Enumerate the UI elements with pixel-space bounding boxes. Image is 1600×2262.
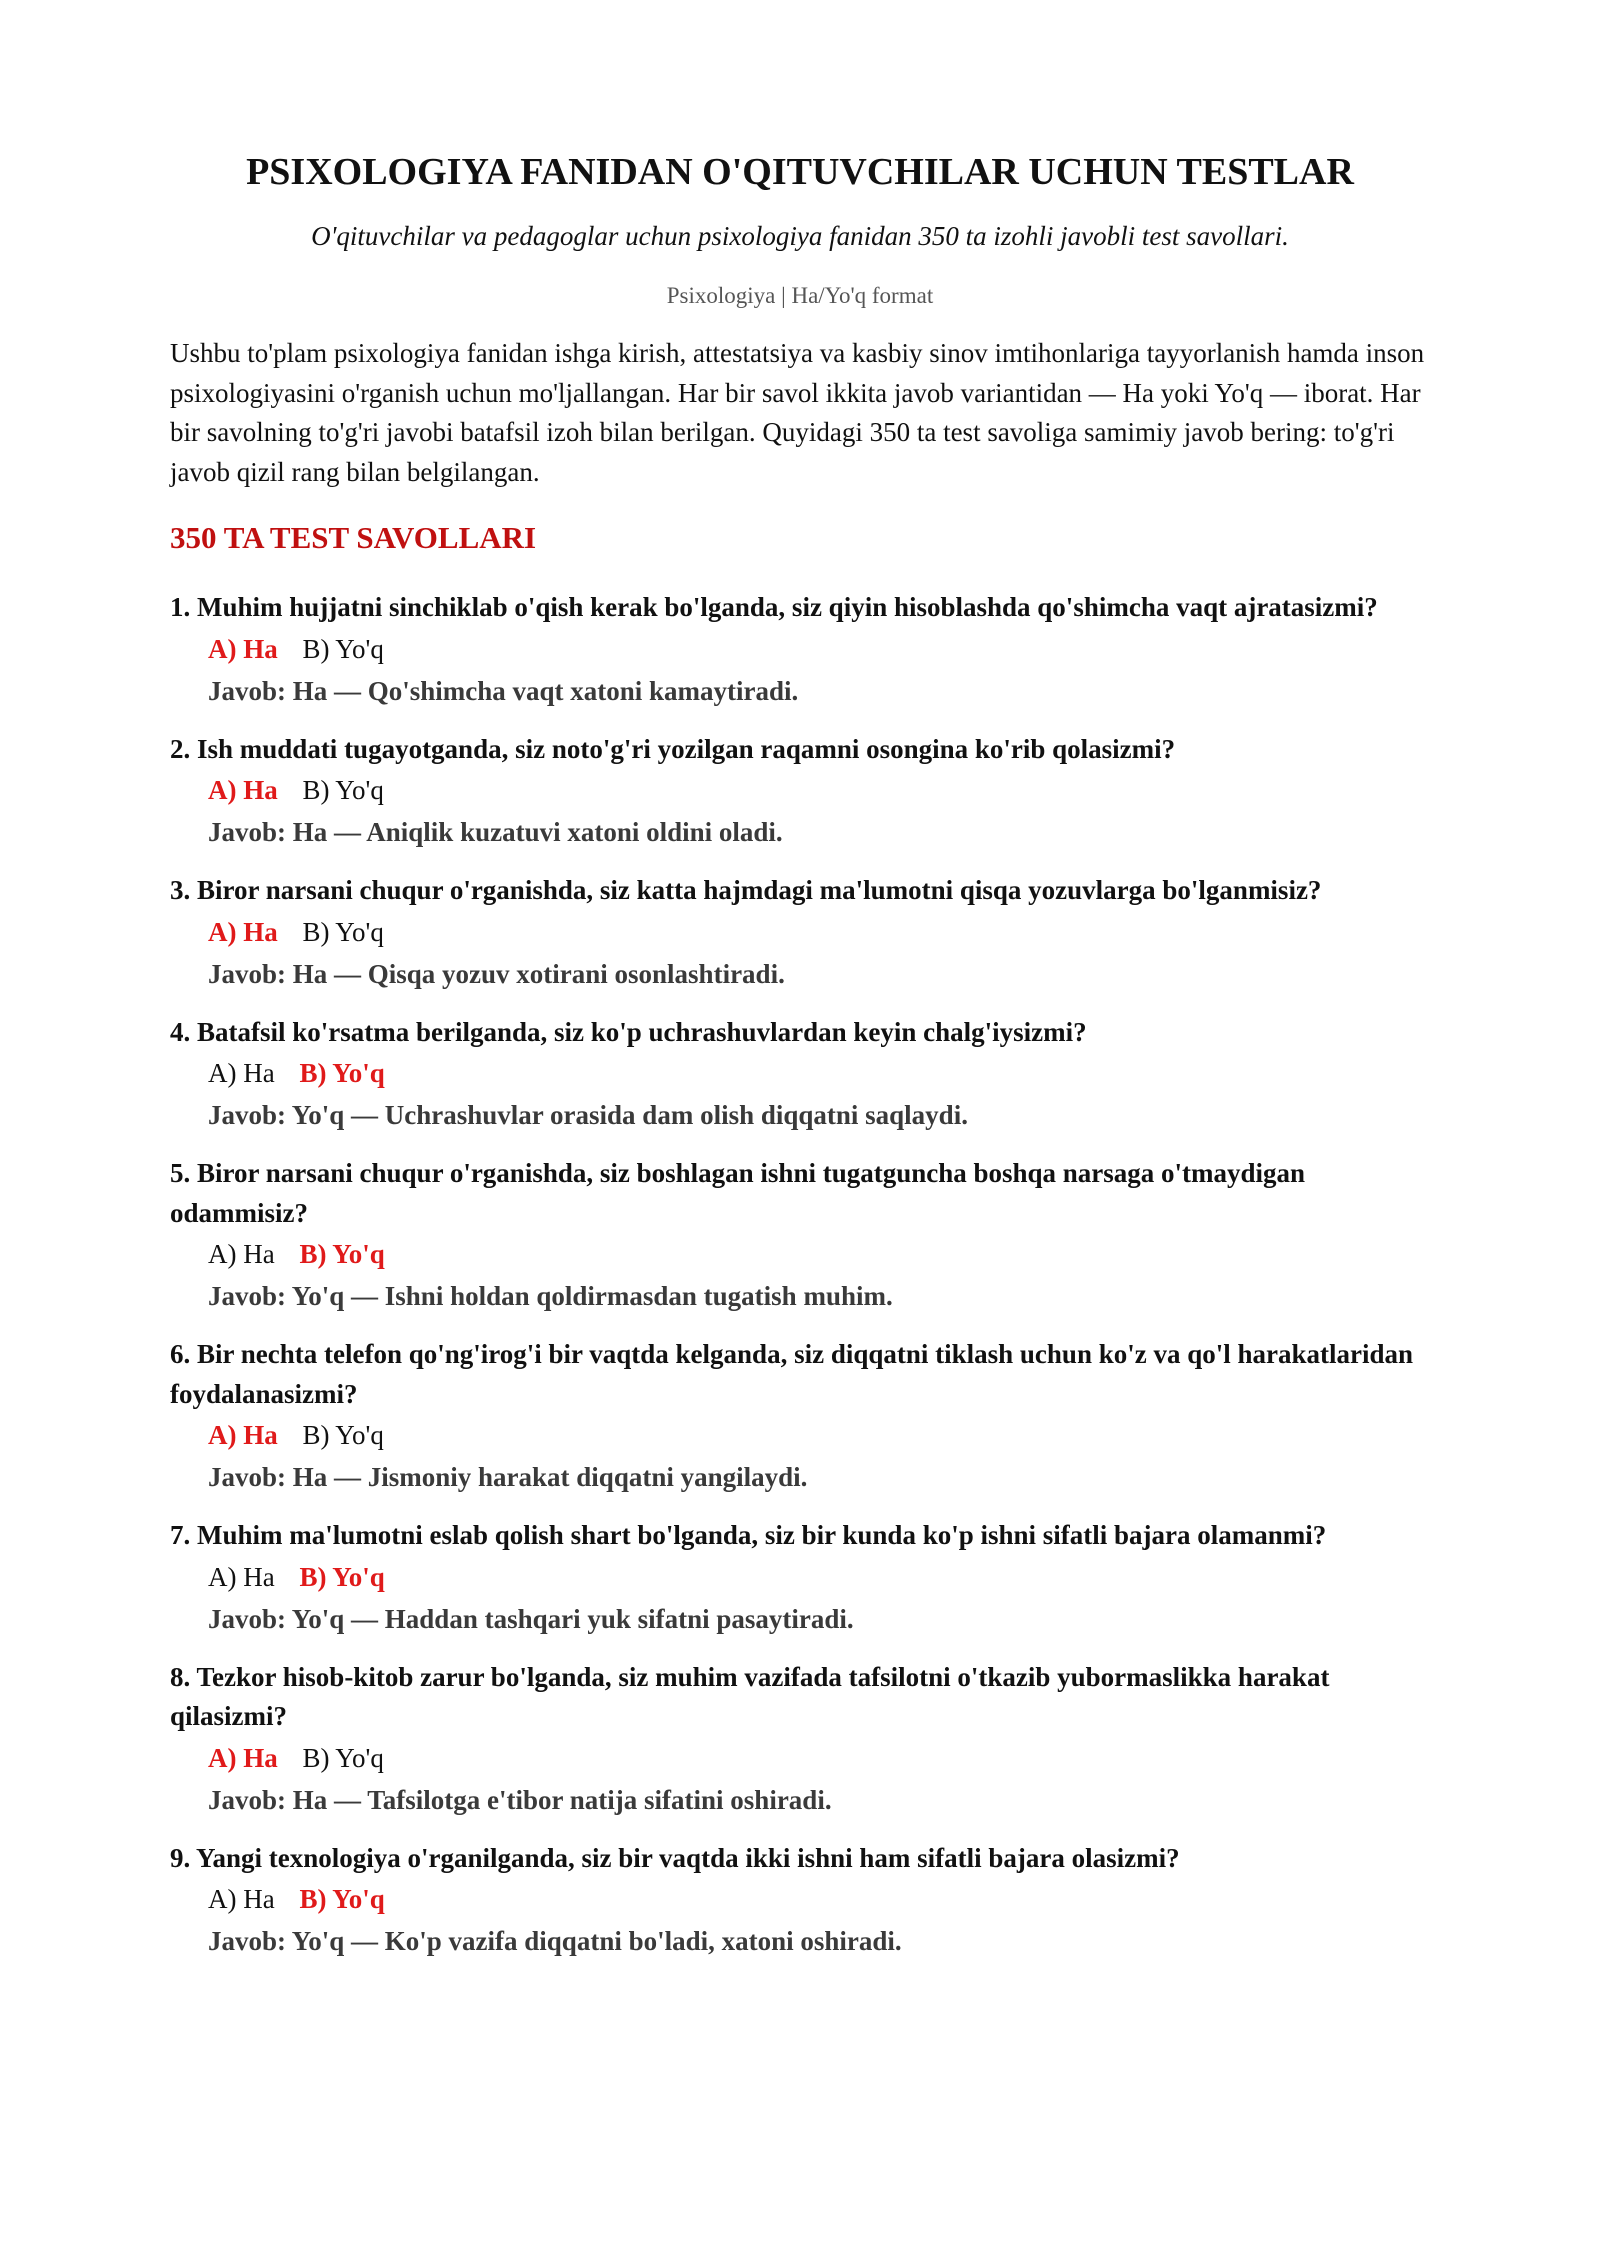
answer-explanation: Javob: Yo'q — Ko'p vazifa diqqatni bo'ladi, xatoni oshiradi. <box>208 1926 902 1956</box>
option-a-correct: A) Ha <box>208 916 278 947</box>
question-text: 7. Muhim ma'lumotni eslab qolish shart bo'lganda, siz bir kunda ko'p ishni sifatli bajara olamanmi? <box>170 1520 1327 1550</box>
option-b: B) Yo'q <box>302 916 384 947</box>
answer-explanation: Javob: Ha — Qo'shimcha vaqt xatoni kamaytiradi. <box>208 675 799 706</box>
question-text: 4. Batafsil ko'rsatma berilganda, siz ko'p uchrashuvlardan keyin chalg'iysizmi? <box>170 1016 1087 1047</box>
question-item <box>170 1516 1430 1640</box>
answer-explanation: Javob: Ha — Tafsilotga e'tibor natija sifatini oshiradi. <box>208 1784 832 1815</box>
option-a: A) Ha <box>208 1884 275 1914</box>
option-b: B) Yo'q <box>302 1420 384 1450</box>
question-list <box>170 588 1430 1962</box>
option-b-correct: B) Yo'q <box>299 1561 385 1592</box>
answer-explanation: Javob: Yo'q — Ishni holdan qoldirmasdan tugatish muhim. <box>208 1281 893 1311</box>
answer-options <box>170 1556 1430 1598</box>
answer-options <box>170 1878 1430 1920</box>
document-intro: Ushbu to'plam psixologiya fanidan ishga kirish, attestatsiya va kasbiy sinov imtihonlariga tayyorlanish hamda inson psixologiyasini o'rganish uchun mo'ljallangan. Har bir savol ikkita javob variantidan — Ha yoki Yo'q — iborat. Har bir savolning to'g'ri javobi batafsil izoh bilan berilgan. Quyidagi 350 ta test savoliga samimiy javob bering: to'g'ri javob qizil rang bilan belgilangan. <box>170 338 1425 487</box>
answer-options <box>170 1414 1430 1456</box>
answer-explanation: Javob: Yo'q — Uchrashuvlar orasida dam olish diqqatni saqlaydi. <box>208 1100 968 1130</box>
section-heading: 350 TA TEST SAVOLLARI <box>170 520 537 555</box>
question-text: 3. Biror narsani chuqur o'rganishda, siz katta hajmdagi ma'lumotni qisqa yozuvlarga bo'lganmisiz? <box>170 875 1322 905</box>
document-meta: Psixologiya | Ha/Yo'q format <box>666 283 934 308</box>
option-b-correct: B) Yo'q <box>299 1884 385 1914</box>
document-title: PSIXOLOGIYA FANIDAN O'QITUVCHILAR UCHUN TESTLAR <box>246 151 1354 193</box>
answer-options <box>170 1233 1430 1275</box>
option-b: B) Yo'q <box>302 1742 384 1773</box>
question-item <box>170 1839 1430 1963</box>
option-b: B) Yo'q <box>302 775 384 805</box>
document-subtitle: O'qituvchilar va pedagoglar uchun psixologiya fanidan 350 ta izohli javobli test savollari. <box>311 221 1289 251</box>
answer-options <box>170 769 1430 811</box>
question-item <box>170 871 1430 995</box>
answer-options <box>170 911 1430 953</box>
question-item <box>170 1658 1430 1821</box>
question-text: 5. Biror narsani chuqur o'rganishda, siz boshlagan ishni tugatguncha boshqa narsaga o'tmaydigan odammisiz? <box>170 1158 1306 1228</box>
answer-explanation: Javob: Ha — Qisqa yozuv xotirani osonlashtiradi. <box>208 958 785 989</box>
option-a-correct: A) Ha <box>208 633 278 664</box>
question-item <box>170 730 1430 854</box>
answer-options <box>170 628 1430 670</box>
question-item <box>170 1154 1430 1317</box>
option-a-correct: A) Ha <box>208 1420 278 1450</box>
option-b: B) Yo'q <box>302 633 384 664</box>
option-b-correct: B) Yo'q <box>299 1058 385 1088</box>
answer-explanation: Javob: Ha — Aniqlik kuzatuvi xatoni oldini oladi. <box>208 817 783 847</box>
question-text: 8. Tezkor hisob-kitob zarur bo'lganda, siz muhim vazifada tafsilotni o'tkazib yubormaslikka harakat qilasizmi? <box>170 1661 1330 1731</box>
question-text: 9. Yangi texnologiya o'rganilganda, siz bir vaqtda ikki ishni ham sifatli bajara olasizmi? <box>170 1842 1180 1873</box>
question-text: 6. Bir nechta telefon qo'ng'irog'i bir vaqtda kelganda, siz diqqatni tiklash uchun ko'z va qo'l harakatlaridan foydalanasizmi? <box>170 1339 1414 1409</box>
question-item <box>170 1013 1430 1137</box>
answer-explanation: Javob: Ha — Jismoniy harakat diqqatni yangilaydi. <box>208 1462 808 1492</box>
option-a-correct: A) Ha <box>208 1742 278 1773</box>
question-item <box>170 1335 1430 1498</box>
question-text: 2. Ish muddati tugayotganda, siz noto'g'ri yozilgan raqamni osongina ko'rib qolasizmi? <box>170 733 1176 764</box>
answer-options <box>170 1737 1430 1779</box>
option-a: A) Ha <box>208 1058 275 1088</box>
option-a: A) Ha <box>208 1239 275 1269</box>
option-a-correct: A) Ha <box>208 775 278 805</box>
question-item <box>170 588 1430 712</box>
option-a: A) Ha <box>208 1561 275 1592</box>
question-text: 1. Muhim hujjatni sinchiklab o'qish kerak bo'lganda, siz qiyin hisoblashda qo'shimcha vaqt ajratasizmi? <box>170 592 1378 622</box>
answer-explanation: Javob: Yo'q — Haddan tashqari yuk sifatni pasaytiradi. <box>208 1603 854 1634</box>
option-b-correct: B) Yo'q <box>299 1239 385 1269</box>
answer-options <box>170 1052 1430 1094</box>
